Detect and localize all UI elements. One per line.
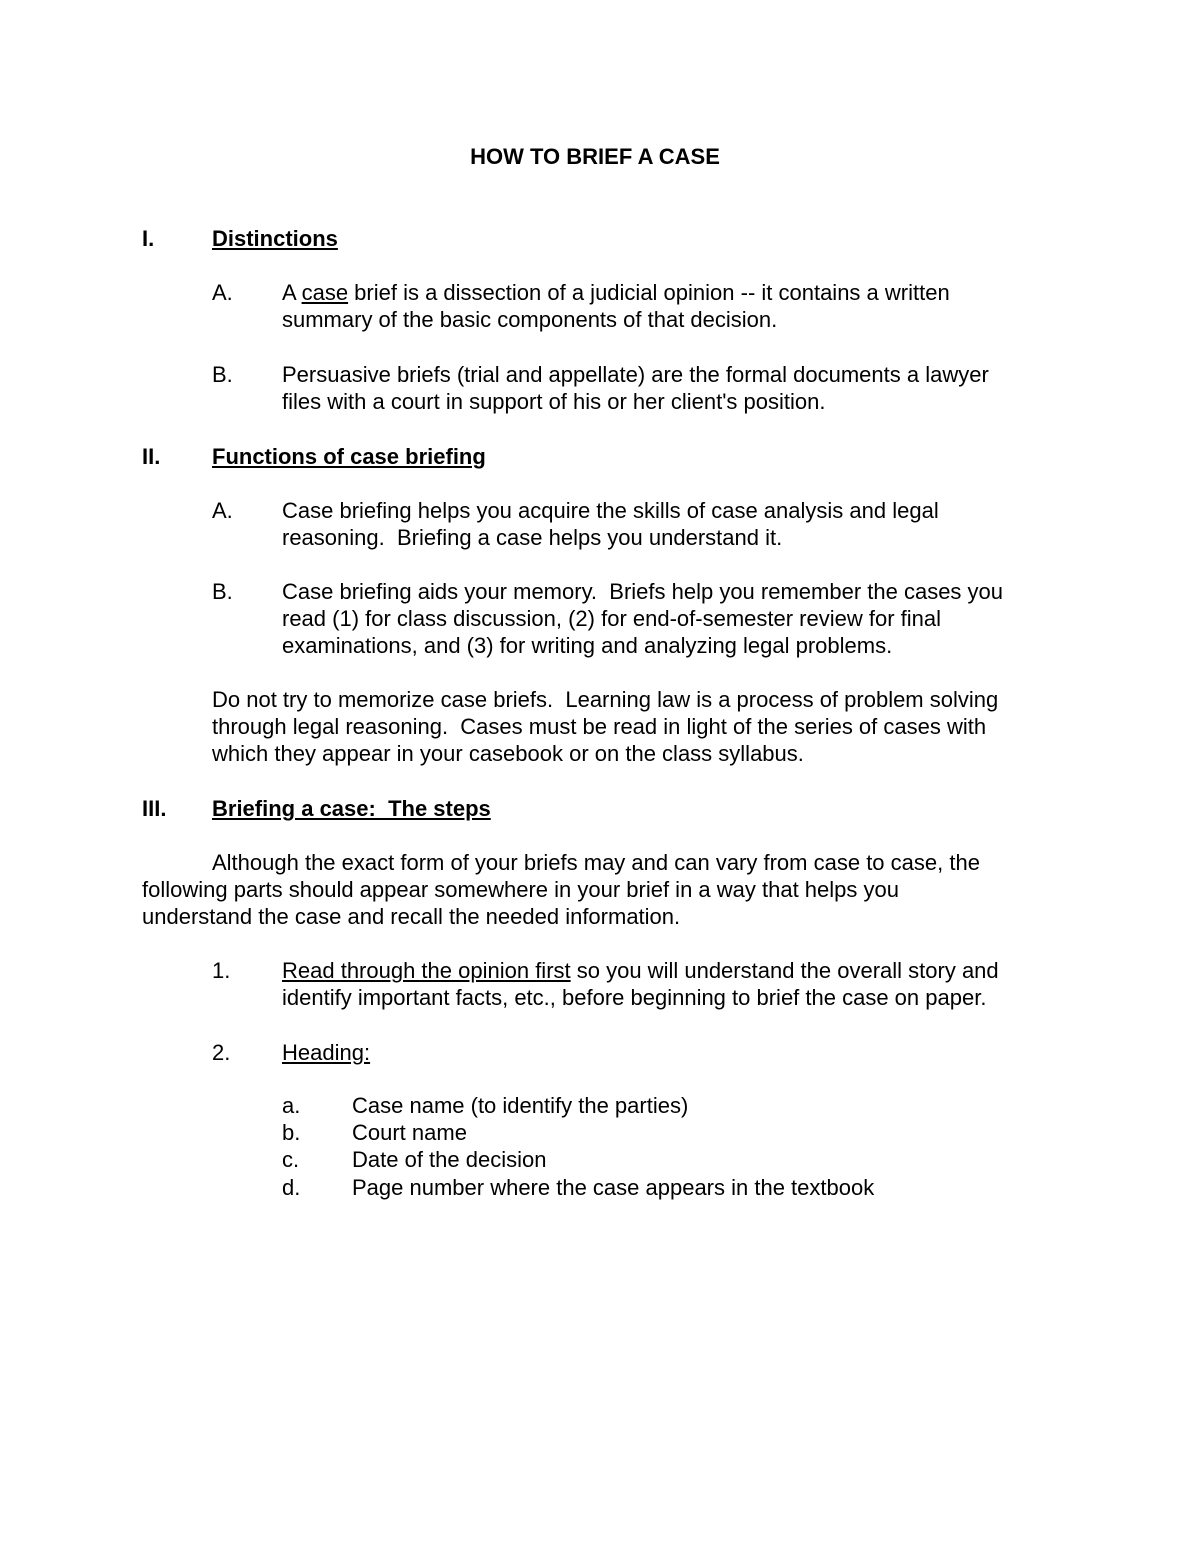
subitem-text: Case name (to identify the parties) [352, 1093, 689, 1118]
subitem-letter: d. [282, 1175, 301, 1200]
note-line: through legal reasoning. Cases must be read in light of the series of cases with [212, 714, 987, 739]
item-letter: A. [212, 498, 233, 523]
underlined-phrase: Heading: [282, 1040, 371, 1065]
item-letter: B. [212, 579, 233, 604]
section-numeral: III. [142, 796, 167, 821]
step-number: 1. [212, 958, 231, 983]
item-line: read (1) for class discussion, (2) for end-of-semester review for final [282, 606, 942, 631]
underlined-term: case [301, 280, 349, 305]
item-line: files with a court in support of his or her client's position. [282, 389, 826, 414]
underlined-phrase: Read through the opinion first [282, 958, 571, 983]
intro-line: understand the case and recall the needed information. [142, 904, 681, 929]
item-line: reasoning. Briefing a case helps you understand it. [282, 525, 783, 550]
section-heading: Distinctions [212, 226, 338, 251]
section-numeral: I. [142, 226, 155, 251]
item-line: summary of the basic components of that decision. [282, 307, 778, 332]
item-line: Case briefing helps you acquire the skills of case analysis and legal [282, 498, 939, 523]
subitem-text: Page number where the case appears in the textbook [352, 1175, 875, 1200]
note-line: Do not try to memorize case briefs. Learning law is a process of problem solving [212, 687, 999, 712]
item-line: Persuasive briefs (trial and appellate) are the formal documents a lawyer [282, 362, 989, 387]
item-line: examinations, and (3) for writing and analyzing legal problems. [282, 633, 893, 658]
step-line [282, 1039, 370, 1066]
document-title: HOW TO BRIEF A CASE [470, 144, 720, 169]
step-number: 2. [212, 1040, 231, 1065]
item-line: Case briefing aids your memory. Briefs help you remember the cases you [282, 579, 1004, 604]
subitem-letter: a. [282, 1093, 301, 1118]
subitem-letter: b. [282, 1120, 301, 1145]
note-line: which they appear in your casebook or on the class syllabus. [212, 741, 804, 766]
section-heading: Briefing a case: The steps [212, 796, 491, 821]
section-numeral: II. [142, 444, 161, 469]
section-heading: Functions of case briefing [212, 444, 486, 469]
item-letter: A. [212, 280, 233, 305]
intro-line: following parts should appear somewhere in your brief in a way that helps you [142, 877, 899, 902]
subitem-text: Date of the decision [352, 1147, 547, 1172]
subitem-letter: c. [282, 1147, 300, 1172]
subitem-text: Court name [352, 1120, 467, 1145]
step-line: Read through the opinion first so you will understand the overall story and [282, 958, 999, 983]
item-line: A case brief is a dissection of a judicial opinion -- it contains a written [282, 280, 950, 305]
intro-line: Although the exact form of your briefs may and can vary from case to case, the [212, 850, 980, 875]
step-line: identify important facts, etc., before beginning to brief the case on paper. [282, 985, 987, 1010]
item-letter: B. [212, 362, 233, 387]
